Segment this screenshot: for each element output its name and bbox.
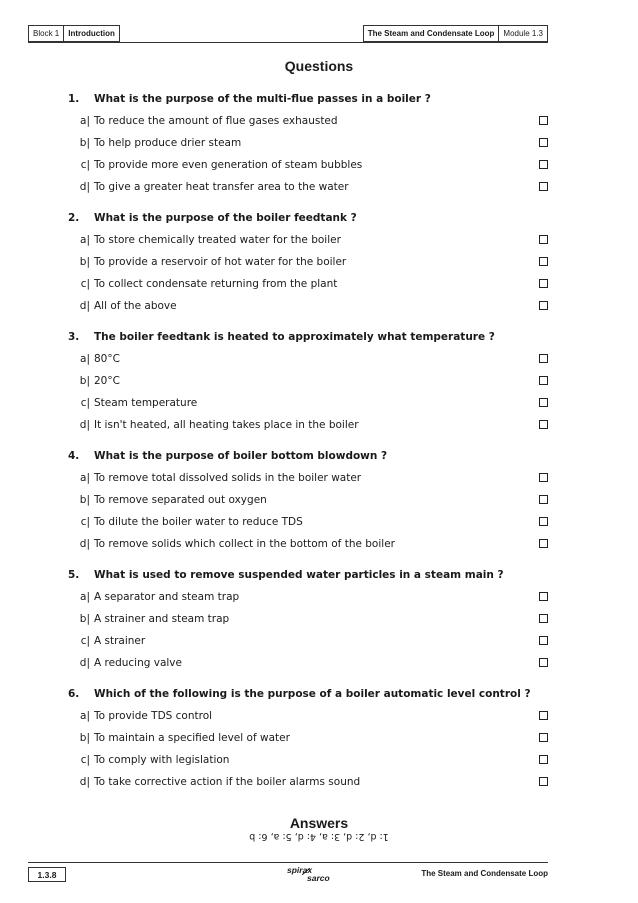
option-text: To provide a reservoir of hot water for the boiler bbox=[94, 256, 347, 268]
option-letter: b| bbox=[79, 137, 90, 149]
option-text: 80°C bbox=[94, 353, 120, 365]
option-checkbox[interactable] bbox=[539, 235, 548, 244]
answer-option bbox=[68, 229, 548, 251]
answers-text: 1: d, 2: d, 3: a, 4: d, 5: a, 6: b bbox=[249, 831, 389, 842]
option-text: 20°C bbox=[94, 375, 120, 387]
answer-option bbox=[68, 467, 548, 489]
answer-option bbox=[68, 586, 548, 608]
question bbox=[68, 683, 548, 793]
option-checkbox[interactable] bbox=[539, 398, 548, 407]
answer-option bbox=[68, 132, 548, 154]
module-label: Module 1.3 bbox=[498, 26, 547, 41]
option-checkbox[interactable] bbox=[539, 138, 548, 147]
answer-option bbox=[68, 176, 548, 198]
option-text: To provide more even generation of steam bubbles bbox=[94, 159, 363, 171]
answer-option bbox=[68, 652, 548, 674]
answer-option bbox=[68, 533, 548, 555]
question-text: What is the purpose of the multi-flue passes in a boiler ? bbox=[94, 93, 431, 105]
question-text: Which of the following is the purpose of a boiler automatic level control ? bbox=[94, 688, 531, 700]
answer-option bbox=[68, 771, 548, 793]
option-text: To dilute the boiler water to reduce TDS bbox=[94, 516, 303, 528]
answer-option bbox=[68, 251, 548, 273]
answer-option bbox=[68, 608, 548, 630]
option-letter: c| bbox=[80, 754, 90, 766]
option-letter: a| bbox=[80, 115, 90, 127]
option-checkbox[interactable] bbox=[539, 279, 548, 288]
question-stem bbox=[68, 564, 548, 586]
option-checkbox[interactable] bbox=[539, 539, 548, 548]
option-checkbox[interactable] bbox=[539, 301, 548, 310]
question-text: What is used to remove suspended water particles in a steam main ? bbox=[94, 569, 504, 581]
answer-option bbox=[68, 273, 548, 295]
header-right bbox=[363, 25, 548, 42]
option-text: Steam temperature bbox=[94, 397, 198, 409]
option-checkbox[interactable] bbox=[539, 160, 548, 169]
option-text: A strainer and steam trap bbox=[94, 613, 230, 625]
option-text: A reducing valve bbox=[94, 657, 182, 669]
option-letter: a| bbox=[80, 353, 90, 365]
option-letter: c| bbox=[80, 159, 90, 171]
question bbox=[68, 326, 548, 436]
question-number: 5. bbox=[68, 569, 80, 581]
header-divider bbox=[28, 42, 548, 43]
header-left bbox=[28, 25, 120, 42]
option-letter: b| bbox=[79, 375, 90, 387]
answer-option bbox=[68, 705, 548, 727]
answer-option bbox=[68, 749, 548, 771]
option-letter: c| bbox=[80, 278, 90, 290]
questions-list bbox=[68, 88, 548, 802]
option-checkbox[interactable] bbox=[539, 711, 548, 720]
option-text: To take corrective action if the boiler alarms sound bbox=[94, 776, 361, 788]
question-stem bbox=[68, 683, 548, 705]
option-letter: b| bbox=[79, 732, 90, 744]
option-text: To remove solids which collect in the bottom of the boiler bbox=[94, 538, 395, 550]
topic-label: The Steam and Condensate Loop bbox=[367, 29, 495, 38]
option-text: A separator and steam trap bbox=[94, 591, 240, 603]
question-stem bbox=[68, 88, 548, 110]
question-number: 3. bbox=[68, 331, 80, 343]
answer-option bbox=[68, 370, 548, 392]
option-letter: d| bbox=[79, 538, 90, 550]
question-number: 4. bbox=[68, 450, 80, 462]
block-label: Block 1 bbox=[33, 29, 60, 38]
option-checkbox[interactable] bbox=[539, 376, 548, 385]
question-text: What is the purpose of the boiler feedtank ? bbox=[94, 212, 357, 224]
answer-option bbox=[68, 392, 548, 414]
question bbox=[68, 445, 548, 555]
option-text: To remove separated out oxygen bbox=[94, 494, 267, 506]
page-title: Questions bbox=[284, 58, 354, 74]
footer-divider bbox=[28, 862, 548, 863]
option-text: To reduce the amount of flue gases exhausted bbox=[94, 115, 338, 127]
answer-option bbox=[68, 110, 548, 132]
option-checkbox[interactable] bbox=[539, 473, 548, 482]
option-checkbox[interactable] bbox=[539, 658, 548, 667]
option-letter: d| bbox=[79, 657, 90, 669]
question bbox=[68, 564, 548, 674]
page-number: 1.3.8 bbox=[28, 867, 66, 882]
answer-option bbox=[68, 348, 548, 370]
option-letter: a| bbox=[80, 591, 90, 603]
option-checkbox[interactable] bbox=[539, 733, 548, 742]
option-checkbox[interactable] bbox=[539, 182, 548, 191]
question-number: 1. bbox=[68, 93, 80, 105]
question-text: What is the purpose of boiler bottom blowdown ? bbox=[94, 450, 388, 462]
option-checkbox[interactable] bbox=[539, 517, 548, 526]
question-stem bbox=[68, 207, 548, 229]
section-label: Introduction bbox=[63, 26, 119, 41]
question bbox=[68, 207, 548, 317]
answer-option bbox=[68, 511, 548, 533]
question-text: The boiler feedtank is heated to approximately what temperature ? bbox=[94, 331, 495, 343]
option-checkbox[interactable] bbox=[539, 592, 548, 601]
option-letter: c| bbox=[80, 397, 90, 409]
option-checkbox[interactable] bbox=[539, 614, 548, 623]
option-letter: b| bbox=[79, 256, 90, 268]
option-text: It isn't heated, all heating takes place in the boiler bbox=[94, 419, 359, 431]
option-checkbox[interactable] bbox=[539, 777, 548, 786]
footer-title: The Steam and Condensate Loop bbox=[421, 869, 548, 878]
option-text: To remove total dissolved solids in the boiler water bbox=[94, 472, 362, 484]
option-checkbox[interactable] bbox=[539, 420, 548, 429]
option-text: To maintain a specified level of water bbox=[94, 732, 290, 744]
option-letter: d| bbox=[79, 419, 90, 431]
option-letter: c| bbox=[80, 516, 90, 528]
option-checkbox[interactable] bbox=[539, 636, 548, 645]
question-number: 6. bbox=[68, 688, 80, 700]
option-text: To collect condensate returning from the plant bbox=[94, 278, 338, 290]
option-checkbox[interactable] bbox=[539, 755, 548, 764]
answer-option bbox=[68, 414, 548, 436]
option-text: To provide TDS control bbox=[94, 710, 213, 722]
option-checkbox[interactable] bbox=[539, 257, 548, 266]
option-checkbox[interactable] bbox=[539, 495, 548, 504]
question-number: 2. bbox=[68, 212, 80, 224]
option-checkbox[interactable] bbox=[539, 116, 548, 125]
option-letter: b| bbox=[79, 494, 90, 506]
option-text: To comply with legislation bbox=[94, 754, 230, 766]
option-text: All of the above bbox=[94, 300, 177, 312]
option-letter: a| bbox=[80, 710, 90, 722]
option-letter: d| bbox=[79, 181, 90, 193]
option-letter: c| bbox=[80, 635, 90, 647]
answer-option bbox=[68, 489, 548, 511]
option-letter: b| bbox=[79, 613, 90, 625]
question bbox=[68, 88, 548, 198]
option-text: A strainer bbox=[94, 635, 146, 647]
option-text: To store chemically treated water for the boiler bbox=[94, 234, 341, 246]
option-letter: d| bbox=[79, 300, 90, 312]
answers-title: Answers bbox=[289, 815, 349, 831]
option-letter: a| bbox=[80, 472, 90, 484]
option-checkbox[interactable] bbox=[539, 354, 548, 363]
spirax-sarco-logo: spirax sarco bbox=[287, 865, 330, 883]
question-stem bbox=[68, 445, 548, 467]
option-letter: d| bbox=[79, 776, 90, 788]
option-letter: a| bbox=[80, 234, 90, 246]
answer-option bbox=[68, 727, 548, 749]
answer-option bbox=[68, 154, 548, 176]
answer-option bbox=[68, 630, 548, 652]
question-stem bbox=[68, 326, 548, 348]
answer-option bbox=[68, 295, 548, 317]
option-text: To help produce drier steam bbox=[94, 137, 242, 149]
option-text: To give a greater heat transfer area to the water bbox=[94, 181, 349, 193]
